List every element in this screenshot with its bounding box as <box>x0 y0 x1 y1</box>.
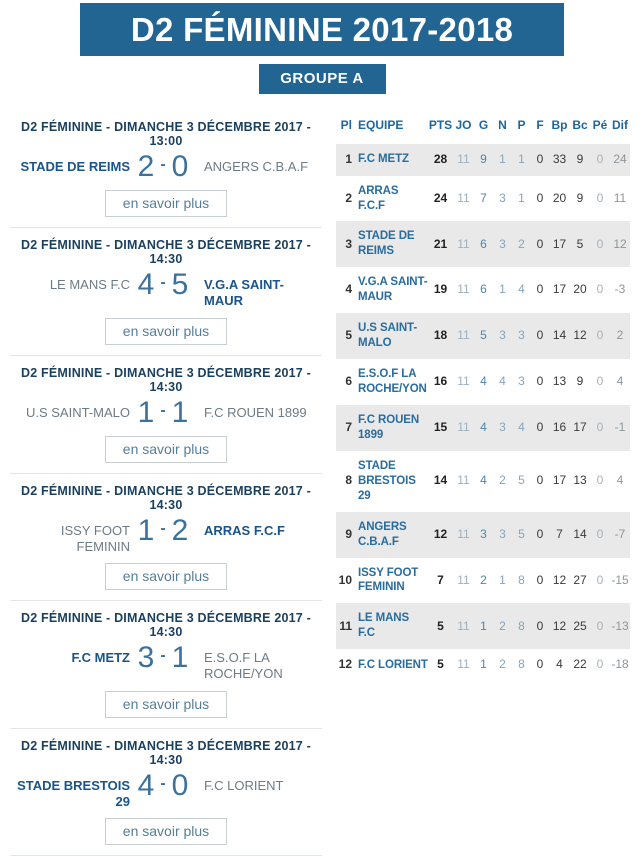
cell-wins: 2 <box>474 558 493 604</box>
match-score <box>130 152 196 182</box>
score-separator: - <box>160 274 165 296</box>
cell-goals-against: 17 <box>570 405 590 451</box>
cell-team-name: V.G.A SAINT-MAUR <box>352 267 428 313</box>
cell-goals-against: 25 <box>570 603 590 649</box>
match-competition-label: D2 FÉMININE - DIMANCHE 3 DÉCEMBRE 2017 - 14:30 <box>10 611 322 639</box>
cell-team-name: STADE BRESTOIS 29 <box>352 451 428 512</box>
cell-played: 11 <box>453 267 474 313</box>
match-score-line <box>10 516 322 556</box>
cell-penalties: 0 <box>590 405 610 451</box>
cell-points: 7 <box>428 558 453 604</box>
cell-place: 1 <box>336 144 352 176</box>
cell-losses: 8 <box>512 649 531 681</box>
match-score <box>130 398 196 428</box>
cell-penalties: 0 <box>590 603 610 649</box>
match-score-line <box>10 270 322 310</box>
cell-wins: 1 <box>474 603 493 649</box>
cell-penalties: 0 <box>590 512 610 558</box>
match-competition-label: D2 FÉMININE - DIMANCHE 3 DÉCEMBRE 2017 - 14:30 <box>10 366 322 394</box>
more-info-button[interactable]: en savoir plus <box>105 190 227 217</box>
cell-wins: 3 <box>474 512 493 558</box>
home-team-name: LE MANS F.C <box>10 270 130 293</box>
cell-goal-diff: -1 <box>610 405 630 451</box>
cell-losses: 4 <box>512 267 531 313</box>
standings-row <box>336 451 630 512</box>
cell-played: 11 <box>453 221 474 267</box>
match-competition-label: D2 FÉMININE - DIMANCHE 3 DÉCEMBRE 2017 - 14:30 <box>10 238 322 266</box>
cell-penalties: 0 <box>590 359 610 405</box>
cell-penalties: 0 <box>590 649 610 681</box>
away-team-name: E.S.O.F LA ROCHE/YON <box>196 643 322 683</box>
cell-draws: 3 <box>493 313 512 359</box>
cell-goal-diff: 2 <box>610 313 630 359</box>
cell-points: 14 <box>428 451 453 512</box>
more-info-button[interactable]: en savoir plus <box>105 818 227 845</box>
match-score <box>130 516 196 546</box>
col-header-wins: G <box>474 116 493 144</box>
away-team-name: ANGERS C.B.A.F <box>196 152 322 175</box>
cell-wins: 9 <box>474 144 493 176</box>
cell-team-name: STADE DE REIMS <box>352 221 428 267</box>
standings-row <box>336 176 630 222</box>
home-score: 3 <box>138 643 155 673</box>
cell-goals-for: 14 <box>549 313 570 359</box>
home-score: 1 <box>138 398 155 428</box>
away-team-name: F.C ROUEN 1899 <box>196 398 322 421</box>
cell-draws: 3 <box>493 512 512 558</box>
cell-played: 11 <box>453 313 474 359</box>
cell-losses: 1 <box>512 144 531 176</box>
col-header-goals-against: Bc <box>570 116 590 144</box>
col-header-forfeits: F <box>531 116 549 144</box>
match-card <box>10 601 322 729</box>
cell-team-name: E.S.O.F LA ROCHE/YON <box>352 359 428 405</box>
cell-points: 19 <box>428 267 453 313</box>
col-header-goal-diff: Dif <box>610 116 630 144</box>
group-selector-button[interactable]: GROUPE A <box>259 64 386 94</box>
cell-penalties: 0 <box>590 176 610 222</box>
cell-team-name: F.C LORIENT <box>352 649 428 681</box>
cell-goal-diff: 4 <box>610 451 630 512</box>
cell-goals-for: 7 <box>549 512 570 558</box>
away-team-name: V.G.A SAINT-MAUR <box>196 270 322 310</box>
col-header-played: JO <box>453 116 474 144</box>
match-card <box>10 474 322 602</box>
cell-played: 11 <box>453 512 474 558</box>
col-header-penalties: Pé <box>590 116 610 144</box>
home-score: 4 <box>138 771 155 801</box>
away-score: 0 <box>172 771 189 801</box>
cell-penalties: 0 <box>590 267 610 313</box>
cell-points: 16 <box>428 359 453 405</box>
cell-penalties: 0 <box>590 313 610 359</box>
cell-goals-for: 17 <box>549 451 570 512</box>
cell-team-name: F.C ROUEN 1899 <box>352 405 428 451</box>
cell-place: 3 <box>336 221 352 267</box>
cell-place: 4 <box>336 267 352 313</box>
match-score-line <box>10 152 322 182</box>
col-header-place: Pl <box>336 116 352 144</box>
cell-forfeits: 0 <box>531 176 549 222</box>
cell-losses: 4 <box>512 405 531 451</box>
cell-losses: 5 <box>512 451 531 512</box>
away-team-name: F.C LORIENT <box>196 771 322 794</box>
away-score: 0 <box>172 152 189 182</box>
cell-losses: 8 <box>512 558 531 604</box>
page-title: D2 FÉMININE 2017-2018 <box>80 3 564 56</box>
col-header-team: EQUIPE <box>352 116 428 144</box>
cell-draws: 2 <box>493 649 512 681</box>
match-card <box>10 729 322 856</box>
score-separator: - <box>160 520 165 542</box>
cell-team-name: LE MANS F.C <box>352 603 428 649</box>
cell-played: 11 <box>453 176 474 222</box>
match-score-line <box>10 643 322 683</box>
cell-played: 11 <box>453 359 474 405</box>
cell-forfeits: 0 <box>531 558 549 604</box>
cell-goals-for: 33 <box>549 144 570 176</box>
cell-wins: 4 <box>474 405 493 451</box>
cell-played: 11 <box>453 649 474 681</box>
cell-goals-for: 12 <box>549 558 570 604</box>
cell-forfeits: 0 <box>531 313 549 359</box>
cell-points: 15 <box>428 405 453 451</box>
more-info-button[interactable]: en savoir plus <box>105 318 227 345</box>
cell-forfeits: 0 <box>531 267 549 313</box>
cell-draws: 1 <box>493 558 512 604</box>
cell-points: 12 <box>428 512 453 558</box>
cell-points: 24 <box>428 176 453 222</box>
cell-team-name: ANGERS C.B.A.F <box>352 512 428 558</box>
standings-row <box>336 603 630 649</box>
cell-goals-for: 20 <box>549 176 570 222</box>
cell-draws: 1 <box>493 267 512 313</box>
cell-goal-diff: -18 <box>610 649 630 681</box>
cell-draws: 3 <box>493 405 512 451</box>
cell-penalties: 0 <box>590 558 610 604</box>
cell-goal-diff: 11 <box>610 176 630 222</box>
cell-forfeits: 0 <box>531 359 549 405</box>
cell-place: 6 <box>336 359 352 405</box>
cell-wins: 5 <box>474 313 493 359</box>
cell-goals-against: 9 <box>570 359 590 405</box>
cell-points: 21 <box>428 221 453 267</box>
standings-row <box>336 512 630 558</box>
cell-goals-for: 12 <box>549 603 570 649</box>
match-score <box>130 643 196 673</box>
cell-place: 11 <box>336 603 352 649</box>
cell-wins: 1 <box>474 649 493 681</box>
cell-goals-for: 17 <box>549 267 570 313</box>
cell-goal-diff: -3 <box>610 267 630 313</box>
match-score <box>130 270 196 300</box>
home-score: 4 <box>138 270 155 300</box>
cell-points: 28 <box>428 144 453 176</box>
home-team-name: U.S SAINT-MALO <box>10 398 130 421</box>
cell-forfeits: 0 <box>531 144 549 176</box>
cell-losses: 3 <box>512 313 531 359</box>
col-header-draws: N <box>493 116 512 144</box>
cell-forfeits: 0 <box>531 221 549 267</box>
standings-row <box>336 359 630 405</box>
home-team-name: STADE BRESTOIS 29 <box>10 771 130 811</box>
standings-row <box>336 313 630 359</box>
home-score: 2 <box>138 152 155 182</box>
standings-table <box>336 116 630 681</box>
home-score: 1 <box>138 516 155 546</box>
more-info-button[interactable]: en savoir plus <box>105 436 227 463</box>
col-header-losses: P <box>512 116 531 144</box>
match-competition-label: D2 FÉMININE - DIMANCHE 3 DÉCEMBRE 2017 - 13:00 <box>10 120 322 148</box>
cell-draws: 2 <box>493 603 512 649</box>
cell-penalties: 0 <box>590 221 610 267</box>
score-separator: - <box>160 647 165 669</box>
cell-team-name: F.C METZ <box>352 144 428 176</box>
standings-row <box>336 558 630 604</box>
cell-draws: 3 <box>493 221 512 267</box>
cell-losses: 2 <box>512 221 531 267</box>
cell-goal-diff: 12 <box>610 221 630 267</box>
match-card <box>10 356 322 474</box>
cell-goals-against: 27 <box>570 558 590 604</box>
cell-goal-diff: 4 <box>610 359 630 405</box>
more-info-button[interactable]: en savoir plus <box>105 563 227 590</box>
match-score-line <box>10 398 322 428</box>
cell-goal-diff: -7 <box>610 512 630 558</box>
home-team-name: F.C METZ <box>10 643 130 666</box>
score-separator: - <box>160 775 165 797</box>
cell-goals-for: 17 <box>549 221 570 267</box>
cell-losses: 3 <box>512 359 531 405</box>
standings-row <box>336 649 630 681</box>
cell-forfeits: 0 <box>531 649 549 681</box>
cell-played: 11 <box>453 405 474 451</box>
cell-place: 8 <box>336 451 352 512</box>
cell-goals-against: 5 <box>570 221 590 267</box>
cell-wins: 7 <box>474 176 493 222</box>
match-competition-label: D2 FÉMININE - DIMANCHE 3 DÉCEMBRE 2017 - 14:30 <box>10 739 322 767</box>
cell-goals-for: 16 <box>549 405 570 451</box>
cell-losses: 1 <box>512 176 531 222</box>
cell-forfeits: 0 <box>531 603 549 649</box>
cell-penalties: 0 <box>590 451 610 512</box>
cell-points: 18 <box>428 313 453 359</box>
match-results-list <box>10 116 322 856</box>
cell-team-name: U.S SAINT-MALO <box>352 313 428 359</box>
away-score: 5 <box>172 270 189 300</box>
more-info-button[interactable]: en savoir plus <box>105 691 227 718</box>
standings-header-row <box>336 116 630 144</box>
cell-goals-for: 13 <box>549 359 570 405</box>
match-score-line <box>10 771 322 811</box>
cell-goals-against: 14 <box>570 512 590 558</box>
main-content <box>0 116 644 856</box>
cell-goals-against: 9 <box>570 176 590 222</box>
cell-goals-against: 20 <box>570 267 590 313</box>
score-separator: - <box>160 156 165 178</box>
match-card <box>10 116 322 228</box>
match-score <box>130 771 196 801</box>
cell-losses: 5 <box>512 512 531 558</box>
cell-played: 11 <box>453 603 474 649</box>
cell-wins: 6 <box>474 267 493 313</box>
cell-forfeits: 0 <box>531 405 549 451</box>
match-competition-label: D2 FÉMININE - DIMANCHE 3 DÉCEMBRE 2017 - 14:30 <box>10 484 322 512</box>
cell-draws: 2 <box>493 451 512 512</box>
cell-place: 9 <box>336 512 352 558</box>
cell-wins: 6 <box>474 221 493 267</box>
col-header-goals-for: Bp <box>549 116 570 144</box>
cell-played: 11 <box>453 558 474 604</box>
cell-goals-for: 4 <box>549 649 570 681</box>
away-score: 1 <box>172 643 189 673</box>
home-team-name: ISSY FOOT FEMININ <box>10 516 130 556</box>
cell-goals-against: 13 <box>570 451 590 512</box>
cell-goal-diff: 24 <box>610 144 630 176</box>
cell-wins: 4 <box>474 359 493 405</box>
standings-row <box>336 221 630 267</box>
cell-place: 10 <box>336 558 352 604</box>
home-team-name: STADE DE REIMS <box>10 152 130 175</box>
standings-row <box>336 267 630 313</box>
away-score: 2 <box>172 516 189 546</box>
cell-penalties: 0 <box>590 144 610 176</box>
score-separator: - <box>160 402 165 424</box>
cell-forfeits: 0 <box>531 512 549 558</box>
cell-played: 11 <box>453 451 474 512</box>
cell-wins: 4 <box>474 451 493 512</box>
cell-goal-diff: -13 <box>610 603 630 649</box>
cell-place: 12 <box>336 649 352 681</box>
cell-team-name: ISSY FOOT FEMININ <box>352 558 428 604</box>
cell-forfeits: 0 <box>531 451 549 512</box>
cell-goal-diff: -15 <box>610 558 630 604</box>
cell-played: 11 <box>453 144 474 176</box>
cell-place: 5 <box>336 313 352 359</box>
cell-place: 2 <box>336 176 352 222</box>
cell-draws: 4 <box>493 359 512 405</box>
standings-row <box>336 405 630 451</box>
cell-draws: 1 <box>493 144 512 176</box>
cell-goals-against: 9 <box>570 144 590 176</box>
cell-team-name: ARRAS F.C.F <box>352 176 428 222</box>
away-team-name: ARRAS F.C.F <box>196 516 322 539</box>
cell-points: 5 <box>428 603 453 649</box>
cell-goals-against: 12 <box>570 313 590 359</box>
cell-points: 5 <box>428 649 453 681</box>
standings-row <box>336 144 630 176</box>
col-header-points: PTS <box>428 116 453 144</box>
standings-panel <box>336 116 630 856</box>
cell-losses: 8 <box>512 603 531 649</box>
match-card <box>10 228 322 356</box>
cell-place: 7 <box>336 405 352 451</box>
away-score: 1 <box>172 398 189 428</box>
cell-draws: 3 <box>493 176 512 222</box>
cell-goals-against: 22 <box>570 649 590 681</box>
